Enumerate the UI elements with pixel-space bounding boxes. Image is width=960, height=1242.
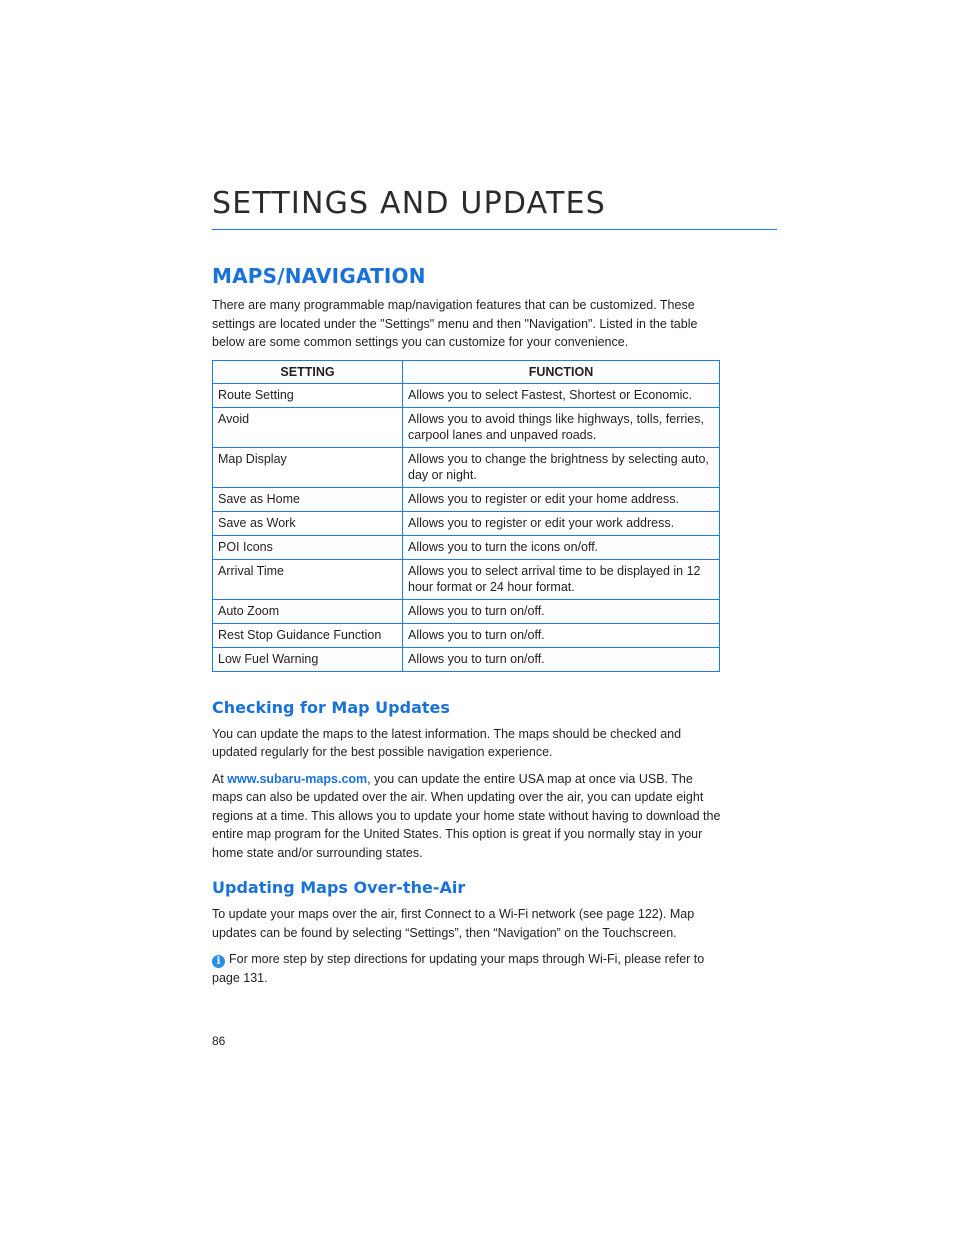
function-cell: Allows you to select Fastest, Shortest or Economic. [403, 383, 720, 407]
function-cell: Allows you to change the brightness by selecting auto, day or night. [403, 447, 720, 487]
function-cell: Allows you to avoid things like highways, tolls, ferries, carpool lanes and unpaved roads. [403, 407, 720, 447]
setting-cell: Low Fuel Warning [213, 647, 403, 671]
ota-note [212, 950, 722, 987]
table-row [213, 599, 720, 623]
function-cell: Allows you to register or edit your work address. [403, 511, 720, 535]
function-cell: Allows you to turn on/off. [403, 599, 720, 623]
ota-note-text: For more step by step directions for updating your maps through Wi-Fi, please refer to page 131. [212, 952, 705, 985]
table-row [213, 447, 720, 487]
setting-cell: Route Setting [213, 383, 403, 407]
setting-cell: Auto Zoom [213, 599, 403, 623]
settings-table [212, 360, 720, 672]
table-row [213, 535, 720, 559]
para-2-suffix: , you can update the entire USA map at once via USB. The maps can also be updated over the air. When updating over the air, you can update eight regions at a time. This allows you to update your home state without having to download the entire map program for the United States. This option is great if you normally stay in your home state and/or surrounding states. [212, 771, 721, 860]
table-row [213, 383, 720, 407]
setting-cell: Save as Home [213, 487, 403, 511]
ota-updates-para-1: To update your maps over the air, first Connect to a Wi-Fi network (see page 122). Map updates can be found by selecting “Settings”, then “Navigation” on the Touchscreen. [212, 907, 695, 940]
setting-cell: Avoid [213, 407, 403, 447]
page-number: 86 [212, 1034, 226, 1048]
function-cell: Allows you to register or edit your home address. [403, 487, 720, 511]
function-cell: Allows you to select arrival time to be displayed in 12 hour format or 24 hour format. [403, 559, 720, 599]
column-header-function: FUNCTION [403, 360, 720, 383]
info-icon: i [212, 955, 225, 968]
checking-updates-para-2 [212, 770, 722, 863]
ota-updates-heading: Updating Maps Over-the-Air [212, 878, 466, 897]
page-content [212, 264, 722, 995]
function-cell: Allows you to turn on/off. [403, 647, 720, 671]
maps-navigation-heading: MAPS/NAVIGATION [212, 264, 426, 288]
function-cell: Allows you to turn the icons on/off. [403, 535, 720, 559]
setting-cell: Save as Work [213, 511, 403, 535]
function-cell: Allows you to turn on/off. [403, 623, 720, 647]
checking-updates-para-1: You can update the maps to the latest information. The maps should be checked and updated regularly for the best possible navigation experience. [212, 726, 682, 759]
maps-navigation-intro: There are many programmable map/navigation features that can be customized. These settings are located under the "Settings" menu and then "Navigation". Listed in the table below are some common settings you can customize for your convenience. [212, 298, 698, 349]
section-title: SETTINGS AND UPDATES [212, 186, 606, 221]
column-header-setting: SETTING [213, 360, 403, 383]
table-row [213, 487, 720, 511]
table-row [213, 559, 720, 599]
setting-cell: Rest Stop Guidance Function [213, 623, 403, 647]
title-divider [212, 229, 777, 230]
table-row [213, 623, 720, 647]
para-2-prefix: At [212, 771, 228, 786]
table-header-row [213, 360, 720, 383]
setting-cell: Arrival Time [213, 559, 403, 599]
setting-cell: Map Display [213, 447, 403, 487]
subaru-maps-link[interactable]: www.subaru-maps.com [227, 771, 368, 786]
table-row [213, 511, 720, 535]
table-row [213, 407, 720, 447]
setting-cell: POI Icons [213, 535, 403, 559]
table-row [213, 647, 720, 671]
checking-updates-heading: Checking for Map Updates [212, 697, 450, 717]
